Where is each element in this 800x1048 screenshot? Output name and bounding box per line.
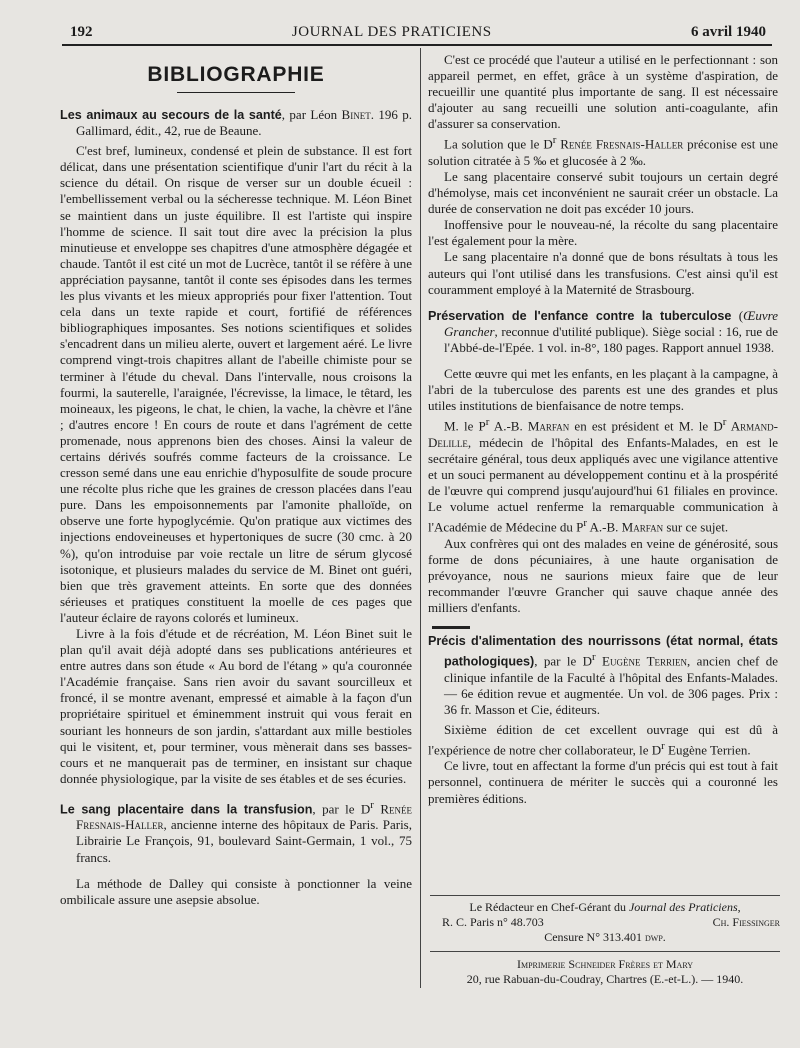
- entry-separator: [432, 626, 470, 629]
- entry-animaux-paragraph: C'est bref, lumineux, condensé et plein de substance. Il est fort délicat, dans une présentation scientifique d'unir l'art du récit à la science du détail. On risque de verser sur un double écueil : l'embellissement verbal ou la sécheresse technique. M. Léon Binet se maintient dans un juste équilibre. Il est l'artiste qui inspire l'homme de science. Il sait tout dire avec la précision la plus minutieuse et enveloppe ses chapitres d'une atmosphère dégagée et chaude. Tantôt il est cité un mot de Lucrèce, tantôt il se réfère à une appréciation paysanne, tantôt il conte ses épisodes dans les termes les plus vivants et les mieux appropriés pour fixer l'attention. Tout cela dans un texte rapide et court, fortifié de références bibliographiques imposantes. Ses notions scientifiques et solides s'encadrent dans un milieu alerte, ouvert et largement aéré. Le livre comprend vingt-trois chapitres allant de l'abeille chimiste pour se terminer à l'étude du cheval. Dans l'intervalle, nous croisons la fourmi, la sauterelle, l'araignée, l'écrevisse, la limace, le têtard, les moineaux, les pigeons, le chat, le chien, la vache, la chèvre et l'âne ; d'autres encore ! En cours de route et dans l'agrément de cette promenade, nous apprenons bien des choses. Ainsi la valeur de certains dérivés soufrés comme facteurs de la croissance. Le cresson semé dans une eau enrichie d'hyposulfite de soude procure une récolte plus riche que les graines de cresson placées dans l'eau pure. Dans les empoisonnements par l'amonite phalloïde, on observe une forte hypoglycémie. Qu'on pratique aux victimes des injections endoveineuses et hypertoniques de sucre (30 cmc. à 20 %), qu'on introduise par voie rectale un litre de sérum glycosé isotonique, et plusieurs malades du service de M. Binet ont guéri, bien que très gravement atteints. En sorte que des données sérieuses et pratiques constituent la moelle de ces pages que l'auteur éclaire de rayons colorés et lumineux.: [60, 143, 412, 625]
- entry-animaux-paragraph: Livre à la fois d'étude et de récréation, M. Léon Binet suit le plan qu'il avait déjà adopté dans ses publications antérieures et entre autres dans son étude « Au bord de l'étang » qu'a couronnée l'Académie française. Sans rien avoir du savant sourcilleux et froncé, il se montre avenant, empressé et aimable à la façon d'un propriétaire spirituel et éminemment instruit qui vous ferait en souriant les honneurs de son jardin, s'attardant aux mille bestioles qui le visitent, et, pour terminer, vous mènerait dans ses basses-cours et ne manquerait pas de terminer, en insistant sur chaque donnée physiologique, par la visite de ses étables et de ses écuries.: [60, 626, 412, 786]
- entry-sang-continued: Le sang placentaire n'a donné que de bons résultats à tous les auteurs qui l'ont utilisé dans les transfusions. C'est ainsi qu'il est couramment employé à la Maternité de Strasbourg.: [428, 249, 778, 297]
- entry-precis-title: Précis d'alimentation des nourrissons (état normal, états pathologiques): [428, 634, 778, 669]
- entry-enfance-paragraph: M. le $P^r$ A.-B. Marfan en est président et M. le $D^r$ Armand-Delille, médecin de l'hôpital des Enfants-Malades, en est le secrétaire général, tous deux appliqués avec une vigilance attentive et un souci permanent au développement continu et à la prospérité de l'œuvre qui comprend jusqu'aujourd'hui 61 filiales en province. Le volume actuel renferme la remarquable communication à l'Académie de Médecine du $P^r$ A.-B. Marfan sur ce sujet.: [428, 416, 779, 535]
- running-header: [70, 20, 766, 44]
- colophon: [430, 895, 780, 987]
- entry-enfance-paragraph: Cette œuvre qui met les enfants, en les plaçant à la campagne, à l'abri de la tuberculose des parents est une des grandes et plus utiles institutions de bienfaisance de notre temps.: [428, 366, 778, 414]
- colophon-rule: [430, 895, 780, 896]
- censure-line: Censure N° 313.401 dwp.: [544, 930, 666, 944]
- entry-sang-continued: Le sang placentaire conservé subit toujours un certain degré d'hémolyse, mais cet inconvénient ne saurait créer un obstacle. La durée de conservation ne doit pas excéder 10 jours.: [428, 168, 778, 217]
- title-underline: [177, 92, 295, 93]
- entry-sang-continued: La solution que le $D^r$ Renée Fresnais-Haller préconise est une solution citratée à 5 ‰ et glucosée à 2 ‰.: [428, 134, 778, 168]
- entry-precis-heading: Précis d'alimentation des nourrissons (état normal, états pathologiques), par le $D^r$ Eugène Terrien, ancien chef de clinique infantile de la Faculté à l'hôpital des Enfants-Malades. — 6e édition revue et augmentée. Un vol. de 306 pages. Prix : 36 fr. Masson et Cie, éditeurs.: [428, 634, 779, 717]
- entry-sang-continued: C'est ce procédé que l'auteur a utilisé en le perfectionnant : son appareil permet, en effet, grâce à un système d'aspiration, de recueillir une quantité plus importante de sang. Il est nécessaire d'ajouter au sang recueilli une solution anti-coagulante, afin d'assurer sa conservation.: [428, 52, 778, 132]
- page-number: 192: [70, 23, 93, 40]
- entry-precis-author: Eugène Terrien: [595, 653, 688, 669]
- entry-precis-paragraph: Ce livre, tout en affectant la forme d'un précis qui est tout à fait personnel, continuera de mériter le succès qui a couronné les premières éditions.: [428, 758, 778, 806]
- issue-date: 6 avril 1940: [690, 23, 766, 40]
- entry-enfance-title: Préservation de l'enfance contre la tuberculose: [428, 308, 732, 323]
- entry-precis-paragraph: Sixième édition de cet excellent ouvrage qui est dû à l'expérience de notre cher collaborateur, le $D^r$ Eugène Terrien.: [428, 721, 778, 758]
- right-column: [428, 52, 778, 807]
- entry-sang-heading: Le sang placentaire dans la transfusion, par le $D^r$ Renée Fresnais-Haller, ancienne interne des hôpitaux de Paris. Paris, Librairie Le François, 91, boulevard Saint-Germain, 1 vol., 75 francs.: [60, 798, 412, 865]
- column-divider: [420, 48, 421, 988]
- header-rule: [62, 44, 772, 46]
- editor-name: Ch. Fiessinger: [712, 915, 780, 929]
- entry-sang-author: Renée Fresnais-Haller: [76, 801, 412, 833]
- entry-sang-title: Le sang placentaire dans la transfusion: [60, 802, 313, 817]
- registration-line: [442, 915, 780, 930]
- entry-enfance-heading: Préservation de l'enfance contre la tuberculose (Œuvre Grancher, reconnue d'utilité publique). Siège social : 16, rue de l'Abbé-de-l'Epée. 1 vol. in-8°, 180 pages. Rapport annuel 1938.: [428, 307, 778, 355]
- section-title: BIBLIOGRAPHIE: [147, 63, 325, 86]
- entry-sang-paragraph: La méthode de Dalley qui consiste à ponctionner la veine ombilicale assure une asepsie absolue.: [60, 875, 412, 907]
- entry-animaux-heading: Les animaux au secours de la santé, par Léon Binet. 196 p. Gallimard, édit., 42, rue de Beaune.: [60, 107, 413, 139]
- printer-address: 20, rue Rabuan-du-Coudray, Chartres (E.-et-L.). — 1940.: [466, 972, 744, 986]
- left-column: [60, 58, 412, 908]
- journal-title: JOURNAL DES PRATICIENS: [291, 23, 492, 40]
- registration-number: R. C. Paris n° 48.703: [442, 915, 544, 929]
- printer-block: [430, 951, 780, 987]
- entry-sang-continued: Inoffensive pour le nouveau-né, la récolte du sang placentaire l'est également pour la mère.: [428, 217, 778, 249]
- entry-enfance-paragraph: Aux confrères qui ont des malades en veine de générosité, sous forme de dons pécuniaires, à une haute organisation de prévoyance, nous ne saurions mieux faire que de leur recommander l'œuvre Grancher qui sauve chaque année des milliers d'enfants.: [428, 535, 778, 615]
- entry-animaux-title: Les animaux au secours de la santé: [60, 108, 282, 122]
- entry-animaux-author: Binet: [341, 107, 371, 122]
- editor-line: Le Rédacteur en Chef-Gérant du Journal des Praticiens,: [469, 900, 741, 914]
- printer-name: Imprimerie Schneider Frères et Mary: [516, 957, 694, 971]
